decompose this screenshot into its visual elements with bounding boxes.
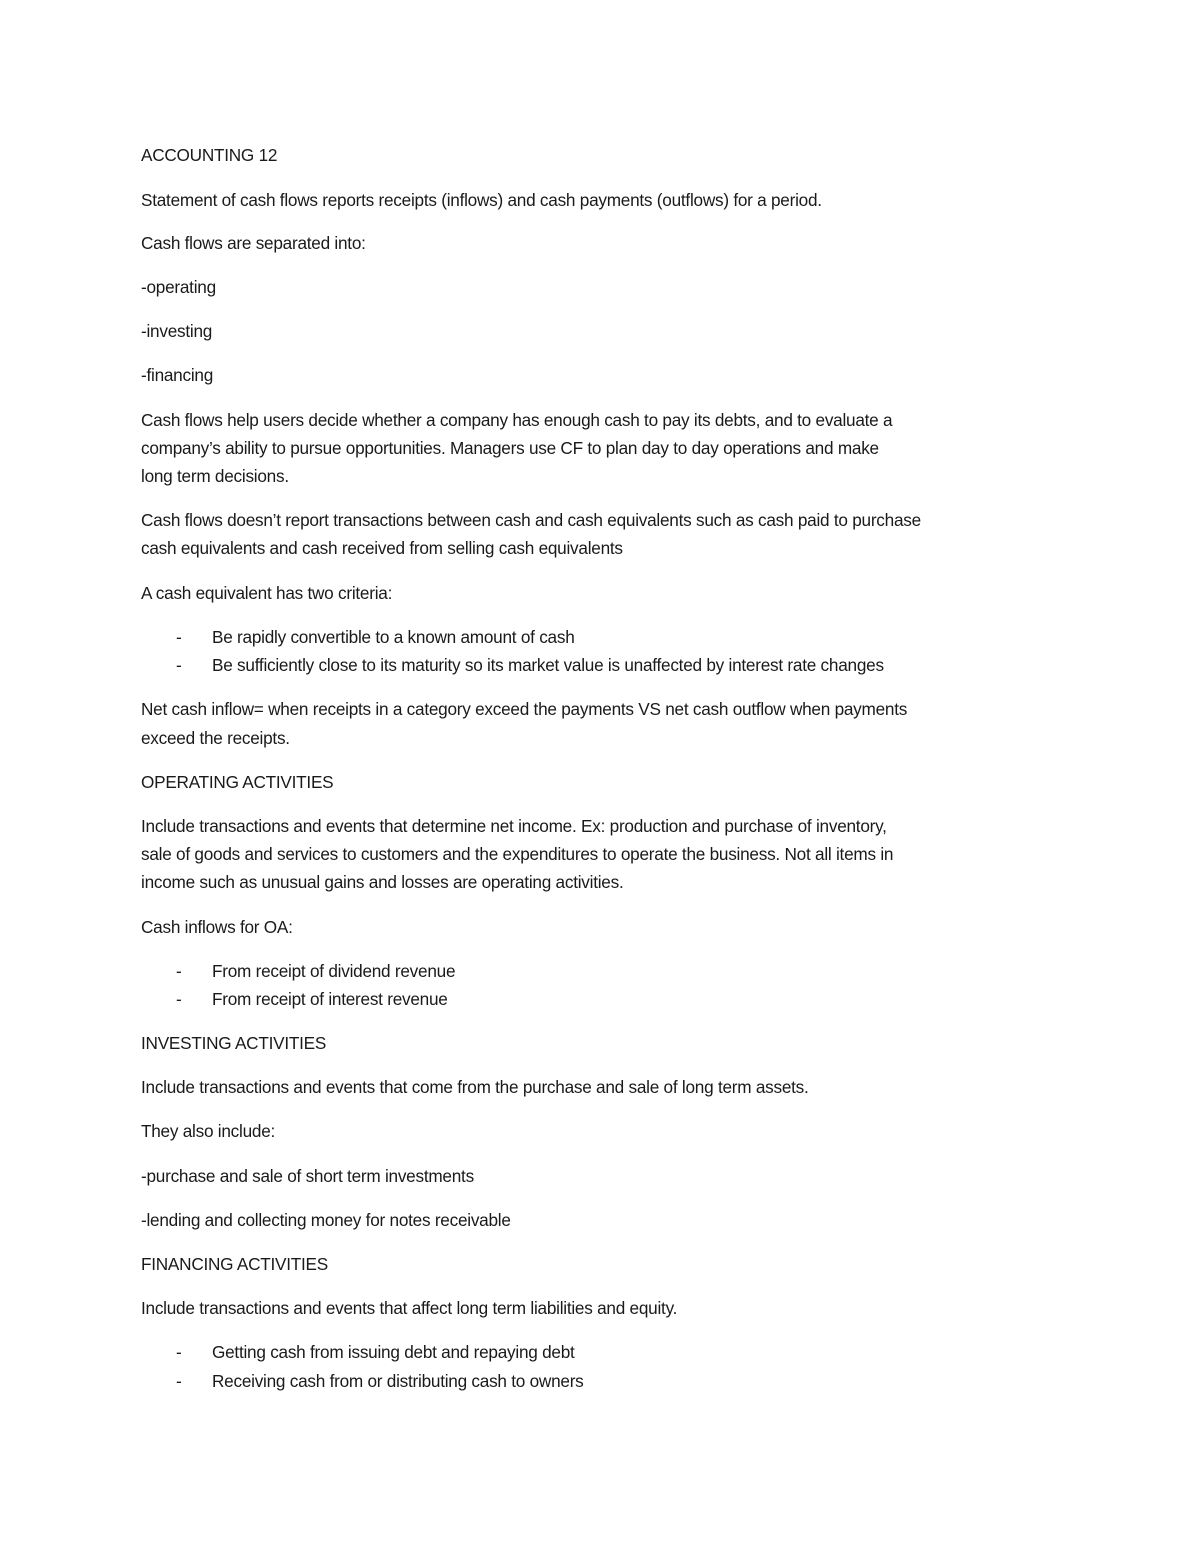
bullet-dash: - bbox=[176, 627, 182, 647]
intro-paragraph: Statement of cash flows reports receipts (inflows) and cash payments (outflows) for a period. bbox=[141, 190, 822, 210]
bullet-dash: - bbox=[176, 961, 182, 981]
investing-item: -purchase and sale of short term investments bbox=[141, 1166, 474, 1186]
investing-item: -lending and collecting money for notes receivable bbox=[141, 1210, 511, 1230]
category-operating: -operating bbox=[141, 277, 216, 297]
bullet-dash: - bbox=[176, 655, 182, 675]
investing-also-label: They also include: bbox=[141, 1121, 276, 1141]
criteria-label: A cash equivalent has two criteria: bbox=[141, 583, 393, 603]
paragraph-line: Net cash inflow= when receipts in a category exceed the payments VS net cash outflow when payments bbox=[141, 699, 908, 719]
document-title: ACCOUNTING 12 bbox=[141, 145, 278, 165]
paragraph-line: exceed the receipts. bbox=[141, 728, 290, 748]
paragraph-line: long term decisions. bbox=[141, 466, 289, 486]
paragraph-line: sale of goods and services to customers and the expenditures to operate the business. Not all items in bbox=[141, 844, 894, 864]
category-investing: -investing bbox=[141, 321, 213, 341]
bullet-dash: - bbox=[176, 1342, 182, 1362]
paragraph-financing: Include transactions and events that affect long term liabilities and equity. bbox=[141, 1298, 678, 1318]
paragraph-investing: Include transactions and events that come from the purchase and sale of long term assets. bbox=[141, 1077, 809, 1097]
paragraph-line: income such as unusual gains and losses are operating activities. bbox=[141, 872, 624, 892]
list-item: From receipt of dividend revenue bbox=[212, 961, 456, 981]
paragraph-line: Include transactions and events that determine net income. Ex: production and purchase of inventory, bbox=[141, 816, 887, 836]
bullet-dash: - bbox=[176, 1371, 182, 1391]
category-financing: -financing bbox=[141, 365, 214, 385]
paragraph-line: company’s ability to pursue opportunities. Managers use CF to plan day to day operations and make bbox=[141, 438, 879, 458]
paragraph-line: cash equivalents and cash received from selling cash equivalents bbox=[141, 538, 623, 558]
list-item: Be sufficiently close to its maturity so its market value is unaffected by interest rate changes bbox=[212, 655, 884, 675]
paragraph-line: Cash flows doesn’t report transactions between cash and cash equivalents such as cash paid to purchase bbox=[141, 510, 921, 530]
separated-into-label: Cash flows are separated into: bbox=[141, 233, 366, 253]
list-item: Receiving cash from or distributing cash to owners bbox=[212, 1371, 584, 1391]
list-item: From receipt of interest revenue bbox=[212, 989, 448, 1009]
heading-operating: OPERATING ACTIVITIES bbox=[141, 772, 334, 792]
list-item: Be rapidly convertible to a known amount of cash bbox=[212, 627, 575, 647]
list-item: Getting cash from issuing debt and repaying debt bbox=[212, 1342, 575, 1362]
paragraph-line: Cash flows help users decide whether a company has enough cash to pay its debts, and to evaluate a bbox=[141, 410, 893, 430]
heading-investing: INVESTING ACTIVITIES bbox=[141, 1033, 327, 1053]
heading-financing: FINANCING ACTIVITIES bbox=[141, 1254, 328, 1274]
operating-inflows-label: Cash inflows for OA: bbox=[141, 917, 293, 937]
bullet-dash: - bbox=[176, 989, 182, 1009]
